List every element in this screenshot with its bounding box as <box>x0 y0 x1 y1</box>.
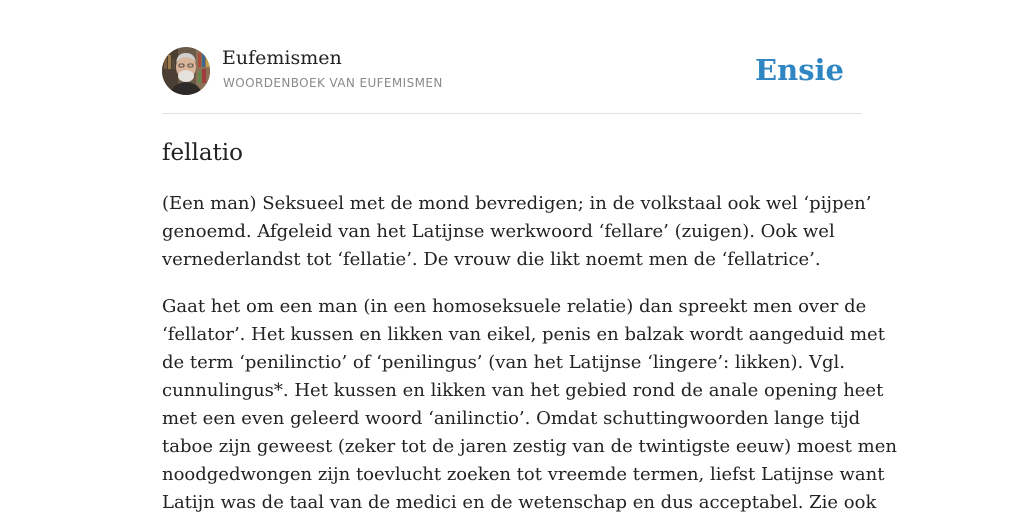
site-header <box>162 46 862 96</box>
brand-logo[interactable]: Ensie <box>755 53 844 87</box>
author-avatar[interactable] <box>162 47 210 95</box>
site-subtitle[interactable]: WOORDENBOEK VAN EUFEMISMEN <box>223 76 443 90</box>
text-line: taboe zijn geweest (zeker tot de jaren zestig van de twintigste eeuw) moest men <box>162 436 897 457</box>
paragraph-1 <box>162 190 872 274</box>
entry-title: fellatio <box>162 140 243 166</box>
text-line: noodgedwongen zijn toevlucht zoeken tot vreemde termen, liefst Latijnse want <box>162 464 885 485</box>
text-line: cunnulingus*. Het kussen en likken van het gebied rond de anale opening heet <box>162 380 884 401</box>
site-name[interactable]: Eufemismen <box>222 47 342 69</box>
entry-body <box>162 190 897 512</box>
text-line: (Een man) Seksueel met de mond bevredigen; in de volkstaal ook wel ‘pijpen’ <box>162 193 872 214</box>
text-line: de term ‘penilinctio’ of ‘penilingus’ (van het Latijnse ‘lingere’: likken). Vgl. <box>162 352 845 373</box>
text-line: genoemd. Afgeleid van het Latijnse werkwoord ‘fellare’ (zuigen). Ook wel <box>162 221 835 242</box>
text-line: Gaat het om een man (in een homoseksuele relatie) dan spreekt men over de <box>162 296 867 317</box>
text-line: Latijn was de taal van de medici en de wetenschap en dus acceptabel. Zie ook <box>162 492 877 512</box>
text-line: ‘fellator’. Het kussen en likken van eikel, penis en balzak wordt aangeduid met <box>162 324 885 345</box>
text-line: met een even geleerd woord ‘anilinctio’. Omdat schuttingwoorden lange tijd <box>162 408 861 429</box>
header-divider <box>162 113 862 114</box>
paragraph-2 <box>162 293 897 512</box>
text-line: vernederlandst tot ‘fellatie’. De vrouw die likt noemt men de ‘fellatrice’. <box>162 249 821 270</box>
